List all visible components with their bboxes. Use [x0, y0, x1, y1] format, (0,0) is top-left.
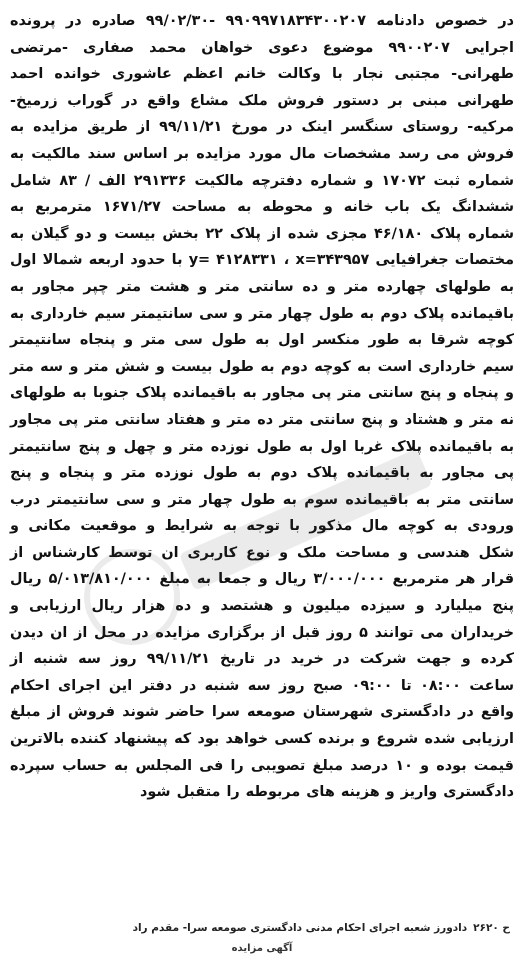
- next-notice-title: آگهی مزایده: [231, 943, 293, 954]
- footer-signature: دادورز شعبه اجرای احکام مدنی دادگستری صومعه سرا- مقدم راد: [132, 922, 468, 934]
- footer-code: ح ۲۶۲۰: [473, 922, 510, 934]
- notice-body-text: در خصوص دادنامه ۹۹۰۹۹۷۱۸۳۴۳۰۰۲۰۷ -۹۹/۰۲/۳۰ صادره در پرونده اجرایی ۹۹۰۰۲۰۷ موضوع دعوی خواهان محمد صفاری -مرتضی طهرانی- مجتبی نجار با وکالت خانم اعظم عاشوری خوانده احمد طهرانی مبنی بر دستور فروش ملک مشاع واقع در گوراب زرمیخ- مرکیه- روستای سنگسر اینک در مورخ ۹۹/۱۱/۲۱ از طریق مزایده به فروش می رسد مشخصات مال مورد مزایده بر اساس سند مالکیت به شماره ثبت ۱۷۰۷۲ و شماره دفترچه مالکیت ۲۹۱۳۳۶ الف / ۸۳ شامل ششدانگ یک باب خانه و محوطه به مساحت ۱۶۷۱/۲۷ مترمربع به شماره پلاک ۴۶/۱۸۰ مجزی شده از پلاک ۲۲ بخش بیست و دو گیلان به مختصات جغرافیایی y= ۴۱۲۸۳۳۱ ، x=۳۴۳۹۵۷ با حدود اربعه شمالا اول به طولهای چهارده متر و ده سانتی متر و هشت متر چپر مجاور به باقیمانده پلاک دوم به طول چهار متر و سی سانتیمتر سیم خارداری به کوچه شرقا به طور منکسر اول به طول سی متر و پنجاه سانتیمتر سیم خارداری است به کوچه دوم به طول بیست و شش متر و سه متر و پنجاه و پنج سانتی متر پی مجاور به باقیمانده پلاک جنوبا به طولهای نه متر و هشتاد و پنج سانتی متر ده متر و هفتاد سانتی متر پی مجاور به باقیمانده پلاک غربا اول به طول نوزده متر و چهل و پنج سانتیمتر پی مجاور به باقیمانده پلاک دوم به طول نوزده متر و پنجاه و پنج سانتی متر به باقیمانده سوم به طول چهار متر و سی سانتیمتر درب ورودی به کوچه مال مذکور با توجه به شرایط و موقعیت مکانی و شکل هندسی و مساحت ملک و نوع کاربری ان توسط کارشناس از قرار هر مترمربع ۳/۰۰۰/۰۰۰ ریال و جمعا به مبلغ ۵/۰۱۳/۸۱۰/۰۰۰ ریال پنج میلیارد و سیزده میلیون و هشتصد و ده هزار ریال ارزیابی و خریداران می توانند ۵ روز قبل از برگزاری مزایده در محل از ان دیدن کرده و جهت شرکت در خرید در تاریخ ۹۹/۱۱/۲۱ روز سه شنبه از ساعت ۰۸:۰۰ تا ۰۹:۰۰ صبح روز سه شنبه در دفتر این اجرای احکام واقع در دادگستری شهرستان صومعه سرا حاضر شوند فروش از مبلغ ارزیابی شده شروع و برنده کسی خواهد بود که پیشنهاد کننده بالاترین قیمت بوده و ۱۰ درصد مبلغ تصویبی را فی المجلس به حساب سپرده دادگستری واریز و هزینه های مربوطه را متقبل شود: [10, 13, 515, 801]
- auction-notice: [10, 8, 514, 806]
- notice-footer: [14, 922, 510, 934]
